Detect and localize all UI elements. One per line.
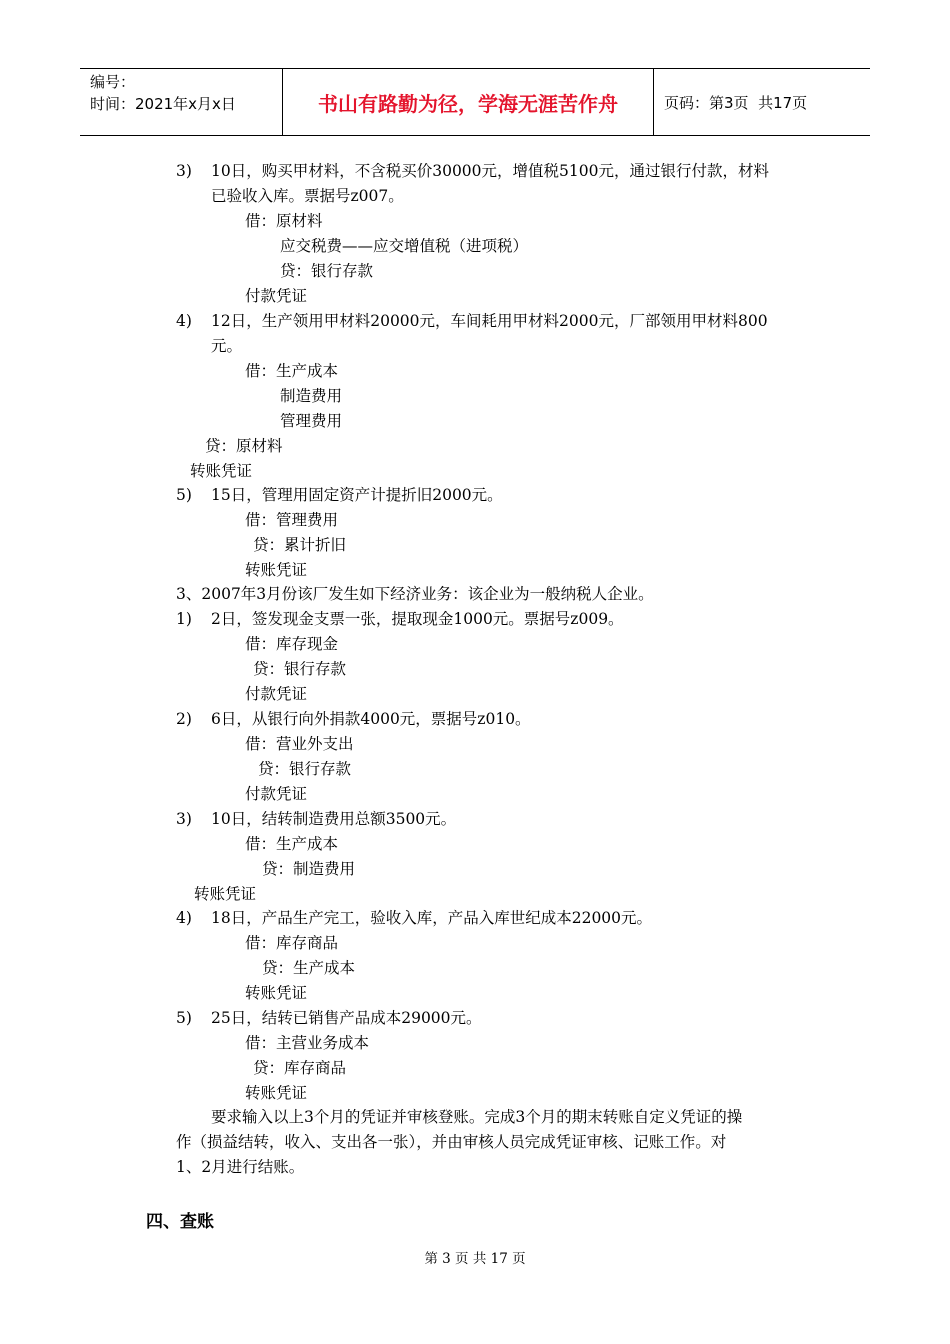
text-line: 6日，从银行向外捐款4000元，票据号z010。 bbox=[211, 710, 531, 728]
section-heading: 四、查账 bbox=[146, 1212, 214, 1232]
text-line: 付款凭证 bbox=[245, 785, 308, 803]
text-line: 借：原材料 bbox=[245, 212, 323, 230]
text-line: 应交税费——应交增值税（进项税） bbox=[280, 237, 529, 255]
header-left-cell bbox=[80, 69, 282, 136]
text-line: 借：库存商品 bbox=[245, 934, 339, 952]
item-number: 4) bbox=[176, 909, 192, 927]
item-number: 4) bbox=[176, 312, 192, 330]
date-label: 时间：2021年x月x日 bbox=[90, 95, 236, 113]
text-line: 2日，签发现金支票一张，提取现金1000元。票据号z009。 bbox=[211, 610, 624, 628]
text-line: 借：主营业务成本 bbox=[245, 1034, 370, 1052]
text-line: 付款凭证 bbox=[245, 685, 308, 703]
text-line: 贷：累计折旧 bbox=[253, 536, 347, 554]
text-line: 10日，结转制造费用总额3500元。 bbox=[211, 810, 457, 828]
text-line: 转账凭证 bbox=[190, 462, 253, 480]
text-line: 借：生产成本 bbox=[245, 362, 339, 380]
text-line: 贷：生产成本 bbox=[262, 959, 356, 977]
item-number: 2) bbox=[176, 710, 192, 728]
page-label: 页码：第3页 共17页 bbox=[664, 94, 808, 112]
text-line: 借：管理费用 bbox=[245, 511, 339, 529]
text-line: 转账凭证 bbox=[245, 984, 308, 1002]
text-line: 转账凭证 bbox=[194, 885, 257, 903]
text-line: 制造费用 bbox=[280, 387, 343, 405]
text-line: 15日，管理用固定资产计提折旧2000元。 bbox=[211, 486, 503, 504]
text-line: 转账凭证 bbox=[245, 561, 308, 579]
item-number: 5) bbox=[176, 1009, 192, 1027]
text-line: 转账凭证 bbox=[245, 1084, 308, 1102]
text-line: 借：库存现金 bbox=[245, 635, 339, 653]
text-line: 25日，结转已销售产品成本29000元。 bbox=[211, 1009, 482, 1027]
text-line: 18日，产品生产完工，验收入库，产品入库世纪成本22000元。 bbox=[211, 909, 653, 927]
text-line: 借：生产成本 bbox=[245, 835, 339, 853]
text-line: 贷：银行存款 bbox=[280, 262, 374, 280]
item-number: 3) bbox=[176, 162, 192, 180]
text-line: 3、2007年3月份该厂发生如下经济业务：该企业为一般纳税人企业。 bbox=[176, 585, 654, 603]
text-line: 贷：原材料 bbox=[205, 437, 283, 455]
text-line: 1、2月进行结账。 bbox=[176, 1158, 305, 1176]
text-line: 已验收入库。票据号z007。 bbox=[211, 187, 404, 205]
text-line: 管理费用 bbox=[280, 412, 343, 430]
page-footer: 第 3 页 共 17 页 bbox=[424, 1251, 526, 1267]
item-number: 1) bbox=[176, 610, 192, 628]
page-header-table bbox=[80, 68, 870, 136]
header-right-cell bbox=[654, 69, 870, 136]
text-line: 付款凭证 bbox=[245, 287, 308, 305]
item-number: 5) bbox=[176, 486, 192, 504]
text-line: 贷：制造费用 bbox=[262, 860, 356, 878]
text-line: 作（损益结转，收入、支出各一张），并由审核人员完成凭证审核、记账工作。对 bbox=[176, 1133, 727, 1151]
text-line: 贷：银行存款 bbox=[253, 660, 347, 678]
text-line: 12日，生产领用甲材料20000元，车间耗用甲材料2000元，厂部领用甲材料800 bbox=[211, 312, 768, 330]
text-line: 10日，购买甲材料，不含税买价30000元，增值税5100元，通过银行付款，材料 bbox=[211, 162, 769, 180]
text-line: 元。 bbox=[211, 337, 243, 355]
item-number: 3) bbox=[176, 810, 192, 828]
text-line: 贷：库存商品 bbox=[253, 1059, 347, 1077]
text-line: 要求输入以上3个月的凭证并审核登账。完成3个月的期末转账自定义凭证的操 bbox=[211, 1108, 743, 1126]
text-line: 贷：银行存款 bbox=[258, 760, 352, 778]
serial-label: 编号： bbox=[90, 73, 136, 91]
motto: 书山有路勤为径，学海无涯苦作舟 bbox=[282, 69, 654, 136]
text-line: 借：营业外支出 bbox=[245, 735, 354, 753]
